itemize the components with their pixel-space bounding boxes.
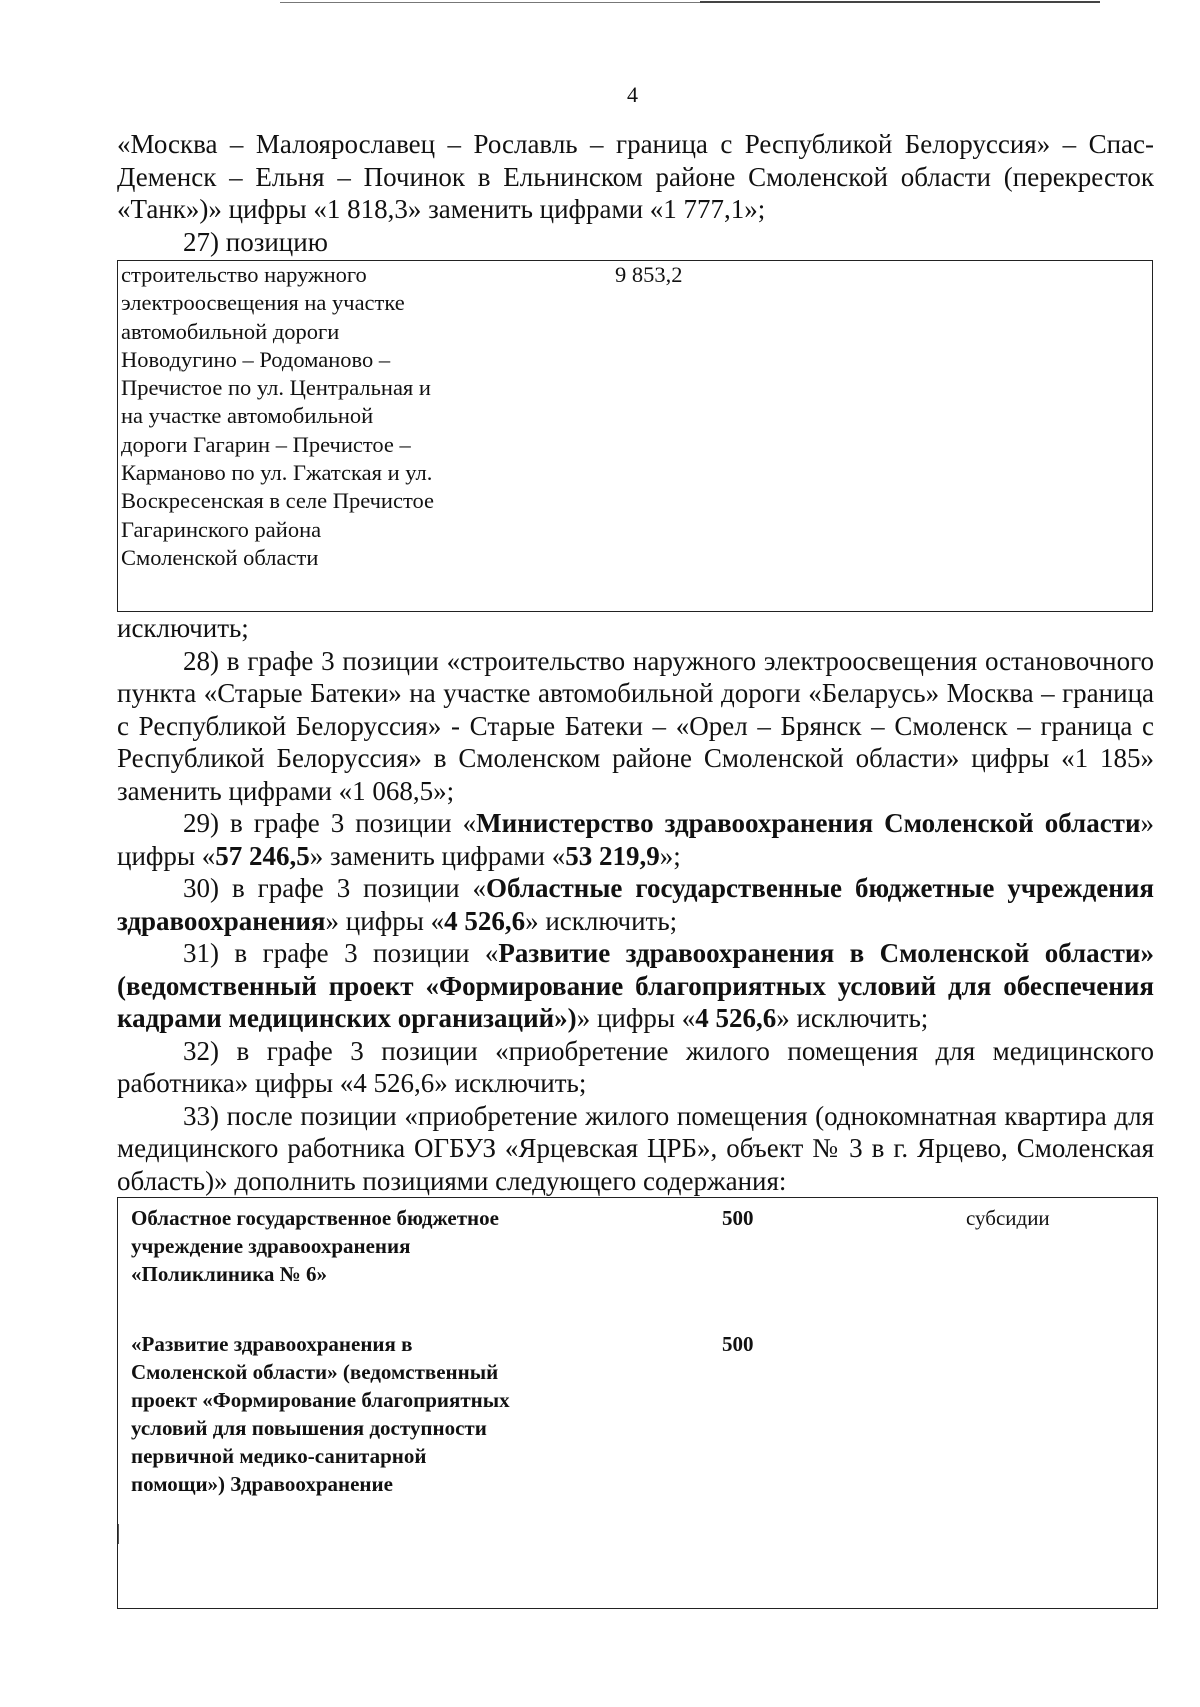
table-cell-value: 500 (722, 1206, 754, 1230)
table-cell-name: Областное государственное бюджетное учреждение здравоохранения «Поликлиника № 6» (131, 1206, 499, 1286)
paragraph-intro: «Москва – Малоярославец – Рославль – граница с Республикой Белоруссия» – Спас-Деменск – Ельня – Починок в Ельнинском районе Смоленской области (перекресток «Танк»)» цифры «1 818,3» заменить цифрами «1 777,1»; (117, 129, 1154, 224)
table-border-fragment (118, 1524, 123, 1544)
document-body (117, 128, 1154, 1609)
table-cell-name: «Развитие здравоохранения в Смоленской области» (ведомственный проект «Формирование благоприятных условий для повышения доступности первичной медико-санитарной помощи») Здравоохранение (131, 1332, 510, 1496)
item-28: 28) в графе 3 позиции «строительство наружного электроосвещения остановочного пункта «Старые Батеки» на участке автомобильной дороги «Беларусь» Москва – граница с Республикой Белоруссия» - Старые Батеки – «Орел – Брянск – Смоленск – граница с Республикой Белоруссия» в Смоленском районе Смоленской области» цифры «1 185» заменить цифрами «1 068,5»; (117, 645, 1154, 806)
table-cell-name: строительство наружного электроосвещения на участке автомобильной дороги Новодугино – Родоманово – Пречистое по ул. Центральная и на участке автомобильной дороги Гагарин – Пречистое – Карманово по ул. Гжатская и ул. Воскресенская в селе Пречистое Гагаринского района Смоленской области (121, 262, 435, 570)
item-27: 27) позицию (183, 226, 328, 257)
item-32: 32) в графе 3 позиции «приобретение жилого помещения для медицинского работника» цифры «4 526,6» исключить; (117, 1035, 1154, 1098)
item-31: 31) в графе 3 позиции «Развитие здравоохранения в Смоленской области» (ведомственный проект «Формирование благоприятных условий для обеспечения кадрами медицинских организаций»)» цифры «4 526,6» исключить; (117, 938, 1154, 1033)
page-number: 4 (627, 82, 638, 107)
table-cell-type: субсидии (966, 1206, 1050, 1230)
table-new-positions (117, 1197, 1158, 1609)
table-cell-value: 9 853,2 (615, 262, 683, 287)
scan-edge-line (700, 1, 1100, 3)
table-cell-value: 500 (722, 1332, 754, 1356)
item-29: 29) в графе 3 позиции «Министерство здравоохранения Смоленской области» цифры «57 246,5» заменить цифрами «53 219,9»; (117, 808, 1154, 871)
table-position-27 (117, 260, 1153, 612)
item-30: 30) в графе 3 позиции «Областные государственные бюджетные учреждения здравоохранения» цифры «4 526,6» исключить; (117, 873, 1154, 936)
exclude-text: исключить; (117, 613, 249, 643)
item-33: 33) после позиции «приобретение жилого помещения (однокомнатная квартира для медицинского работника ОГБУЗ «Ярцевская ЦРБ», объект № 3 в г. Ярцево, Смоленская область)» дополнить позициями следующего содержания: (117, 1100, 1154, 1196)
